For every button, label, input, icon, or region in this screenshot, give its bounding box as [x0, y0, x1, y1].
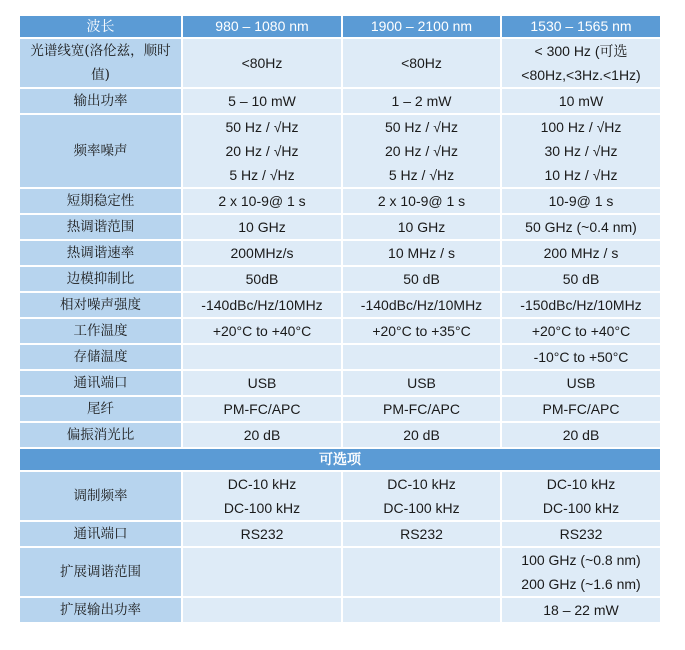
value-cell [502, 319, 660, 343]
value-cell [343, 241, 500, 265]
value-cell [502, 89, 660, 113]
row-label-line: 相对噪声强度 [60, 297, 141, 313]
value-line: -150dBc/Hz/10MHz [520, 297, 642, 313]
value-cell [183, 189, 341, 213]
row-label-line: 边模抑制比 [66, 271, 135, 287]
value-cell [502, 189, 660, 213]
table-row [20, 89, 660, 113]
value-cell [183, 423, 341, 447]
header-wavelength: 波长 [20, 16, 181, 37]
row-label-line: 热调谐范围 [66, 219, 135, 235]
value-line: 50 dB [403, 271, 440, 287]
value-line: -10°C to +50°C [533, 349, 629, 365]
value-cell [343, 598, 500, 622]
value-line: DC-10 kHz [546, 476, 616, 492]
value-line: 50 Hz / √Hz [384, 119, 459, 135]
table-row [20, 598, 660, 622]
row-label-line: 通讯端口 [73, 526, 128, 542]
value-cell [502, 267, 660, 291]
value-cell [343, 39, 500, 87]
value-line: 20 dB [403, 427, 440, 443]
value-line: 20 dB [243, 427, 281, 443]
row-label [20, 548, 181, 596]
value-cell [343, 423, 500, 447]
value-line: RS232 [240, 526, 284, 542]
value-cell [502, 115, 660, 187]
value-line: DC-10 kHz [387, 476, 456, 492]
row-label [20, 293, 181, 317]
value-line: 30 Hz / √Hz [544, 143, 618, 159]
value-cell [183, 215, 341, 239]
row-label-line: 输出功率 [73, 93, 128, 109]
row-label [20, 522, 181, 546]
table-row [20, 548, 660, 596]
option-rows [20, 472, 660, 622]
table-row [20, 189, 660, 213]
table-row [20, 293, 660, 317]
value-line: DC-100 kHz [383, 500, 460, 516]
value-line: DC-10 kHz [227, 476, 297, 492]
value-line: USB [407, 375, 436, 391]
value-cell [502, 293, 660, 317]
value-cell [183, 115, 341, 187]
value-cell [502, 241, 660, 265]
value-cell [343, 371, 500, 395]
value-line: RS232 [400, 526, 443, 542]
value-line: 200MHz/s [230, 245, 294, 261]
header-band-3: 1530 – 1565 nm [502, 16, 660, 37]
value-cell [343, 319, 500, 343]
options-section-row [20, 449, 660, 470]
value-line: 100 Hz / √Hz [540, 119, 622, 135]
value-cell [502, 548, 660, 596]
value-cell [502, 371, 660, 395]
value-cell [343, 89, 500, 113]
table-row [20, 345, 660, 369]
value-cell [183, 371, 341, 395]
value-cell [343, 267, 500, 291]
table-row [20, 397, 660, 421]
value-cell [183, 39, 341, 87]
spec-table [18, 14, 662, 624]
table-row [20, 267, 660, 291]
row-label-line: 短期稳定性 [66, 193, 135, 209]
value-cell [343, 472, 500, 520]
row-label [20, 89, 181, 113]
value-line: 10 Hz / √Hz [544, 167, 618, 183]
value-line: 10 MHz / s [388, 245, 455, 261]
value-cell [183, 522, 341, 546]
row-label [20, 345, 181, 369]
value-line: 50dB [245, 271, 279, 287]
value-cell [502, 39, 660, 87]
value-line: 50 GHz (~0.4 nm) [525, 219, 637, 235]
spec-rows [20, 39, 660, 447]
value-cell [343, 215, 500, 239]
value-line: 50 Hz / √Hz [225, 119, 299, 135]
value-line: +20°C to +40°C [212, 323, 312, 339]
value-line: +20°C to +40°C [531, 323, 631, 339]
row-label [20, 423, 181, 447]
value-cell [183, 319, 341, 343]
value-cell [343, 522, 500, 546]
table-row [20, 39, 660, 87]
value-line: 10 mW [558, 93, 604, 109]
value-line: 2 x 10-9@ 1 s [377, 193, 466, 209]
row-label-line: 扩展输出功率 [60, 602, 141, 618]
row-label [20, 319, 181, 343]
value-line: USB [247, 375, 277, 391]
value-line: PM-FC/APC [223, 401, 301, 417]
value-cell [183, 345, 341, 369]
value-cell [183, 267, 341, 291]
row-label-line: 尾纤 [87, 401, 114, 417]
value-cell [343, 115, 500, 187]
value-line: 200 GHz (~1.6 nm) [521, 576, 641, 592]
value-cell [502, 472, 660, 520]
value-cell [183, 548, 341, 596]
row-label [20, 215, 181, 239]
value-line: -140dBc/Hz/10MHz [201, 297, 323, 313]
value-line: 5 Hz / √Hz [388, 167, 455, 183]
value-cell [343, 189, 500, 213]
value-cell [183, 241, 341, 265]
table-row [20, 423, 660, 447]
value-line: 18 – 22 mW [543, 602, 619, 618]
table-row [20, 115, 660, 187]
value-line: PM-FC/APC [383, 401, 460, 417]
value-cell [502, 423, 660, 447]
value-cell [502, 345, 660, 369]
value-line: RS232 [559, 526, 603, 542]
value-cell [502, 598, 660, 622]
row-label [20, 267, 181, 291]
value-cell [183, 472, 341, 520]
row-label-line: 工作温度 [73, 323, 128, 339]
row-label [20, 472, 181, 520]
value-line: <80Hz,<3Hz.<1Hz) [521, 67, 641, 83]
row-label [20, 598, 181, 622]
row-label-line: 偏振消光比 [66, 427, 135, 443]
row-label [20, 397, 181, 421]
value-line: <80Hz [401, 55, 442, 71]
value-line: 5 Hz / √Hz [229, 167, 295, 183]
value-cell [502, 522, 660, 546]
row-label [20, 115, 181, 187]
row-label-line: 值) [91, 67, 110, 83]
value-cell [183, 293, 341, 317]
value-cell [502, 215, 660, 239]
value-line: -140dBc/Hz/10MHz [360, 297, 483, 313]
options-section-title: 可选项 [20, 449, 660, 470]
value-cell [183, 598, 341, 622]
value-line: 20 Hz / √Hz [225, 143, 299, 159]
value-line: 20 dB [562, 427, 600, 443]
value-cell [183, 397, 341, 421]
row-label [20, 189, 181, 213]
value-line: DC-100 kHz [542, 500, 620, 516]
table-row [20, 319, 660, 343]
row-label [20, 371, 181, 395]
header-row [20, 16, 660, 37]
row-label-line: 通讯端口 [73, 375, 128, 391]
value-line: < 300 Hz (可选 [534, 43, 628, 59]
value-line: 20 Hz / √Hz [384, 143, 459, 159]
value-cell [343, 293, 500, 317]
header-band-2: 1900 – 2100 nm [343, 16, 500, 37]
value-cell [183, 89, 341, 113]
value-line: +20°C to +35°C [372, 323, 471, 339]
table-row [20, 522, 660, 546]
value-cell [343, 548, 500, 596]
value-line: 2 x 10-9@ 1 s [218, 193, 306, 209]
value-cell [343, 397, 500, 421]
table-row [20, 215, 660, 239]
value-cell [502, 397, 660, 421]
row-label [20, 39, 181, 87]
row-label-line: 光谱线宽(洛伦兹，顺时 [30, 43, 171, 59]
table-row [20, 371, 660, 395]
value-line: 50 dB [562, 271, 600, 287]
value-line: 5 – 10 mW [228, 93, 296, 109]
value-line: 10 GHz [238, 219, 286, 235]
value-line: USB [566, 375, 596, 391]
value-line: PM-FC/APC [542, 401, 620, 417]
row-label-line: 存储温度 [73, 349, 128, 365]
value-line: <80Hz [241, 55, 283, 71]
row-label-line: 频率噪声 [73, 143, 128, 159]
value-line: 100 GHz (~0.8 nm) [521, 552, 641, 568]
value-line: 1 – 2 mW [391, 93, 452, 109]
row-label-line: 热调谐速率 [66, 245, 135, 261]
value-line: 10 GHz [397, 219, 446, 235]
value-line: 10-9@ 1 s [548, 193, 614, 209]
row-label-line: 调制频率 [73, 488, 128, 504]
header-band-1: 980 – 1080 nm [183, 16, 341, 37]
row-label-line: 扩展调谐范围 [60, 564, 141, 580]
value-line: 200 MHz / s [543, 245, 619, 261]
value-cell [343, 345, 500, 369]
value-line: DC-100 kHz [223, 500, 301, 516]
table-row [20, 241, 660, 265]
table-row [20, 472, 660, 520]
row-label [20, 241, 181, 265]
